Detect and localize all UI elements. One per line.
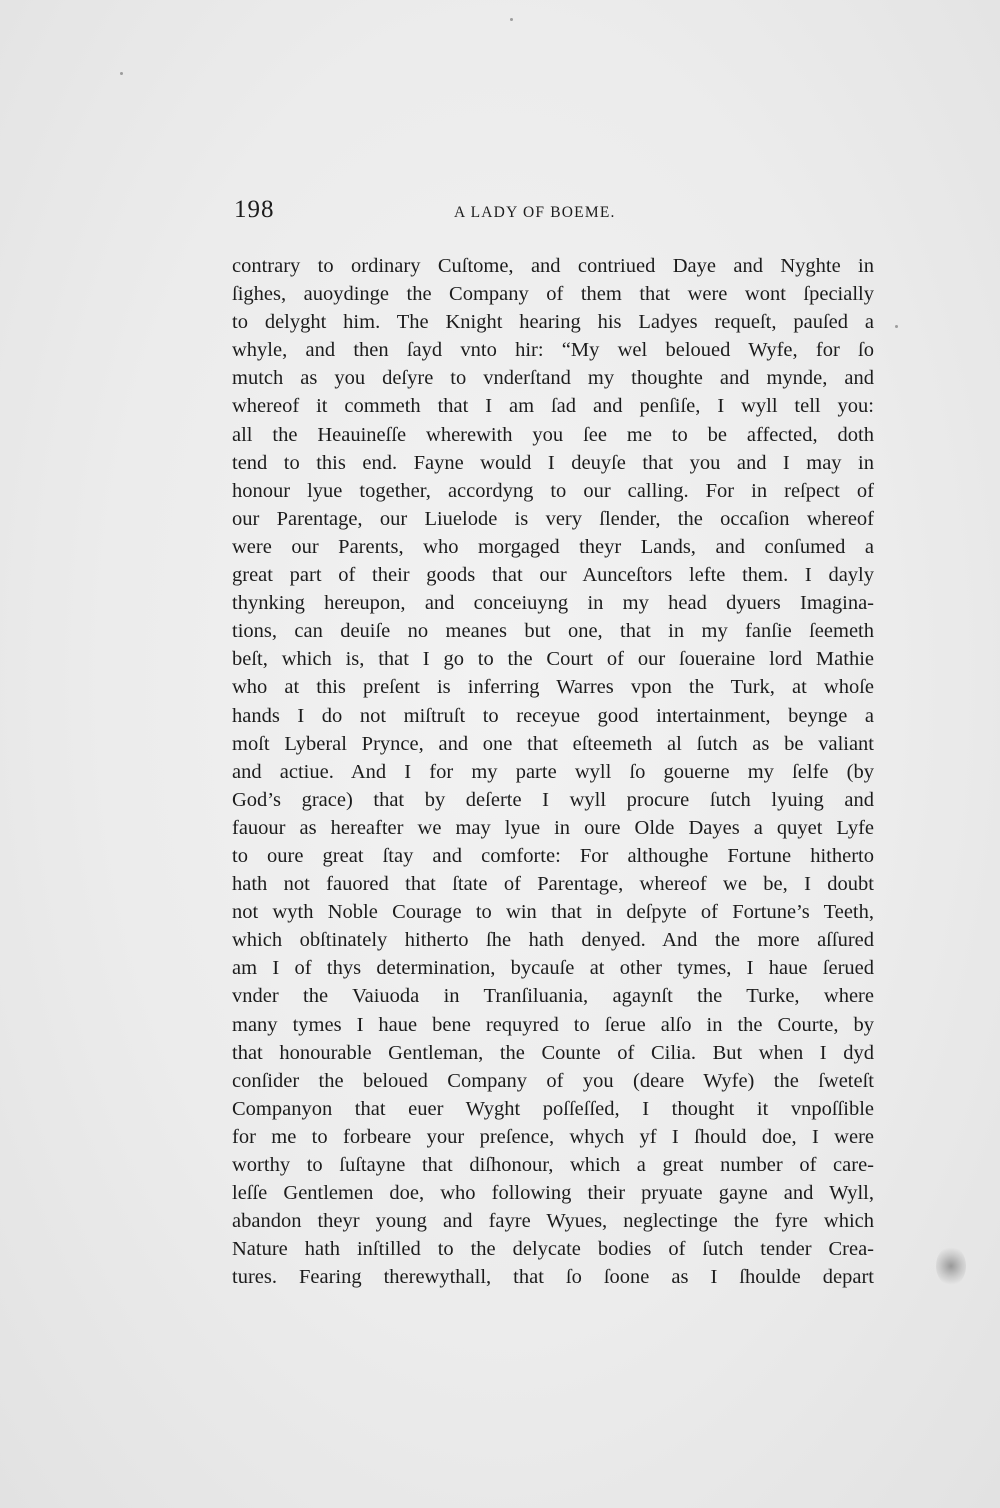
text-line: were our Parents, who morgaged theyr Lands, and conſumed a <box>232 535 874 558</box>
page-number: 198 <box>234 196 275 223</box>
text-line: abandon theyr young and fayre Wyues, neglectinge the fyre which <box>232 1210 874 1233</box>
text-line: worthy to ſuſtayne that diſhonour, which a great number of care- <box>232 1154 874 1176</box>
text-line: which obſtinately hitherto ſhe hath denyed. And the more aſſured <box>232 929 874 952</box>
paper-speck <box>895 325 898 328</box>
page-header <box>234 196 874 230</box>
text-line: hath not fauored that ſtate of Parentage, whereof we be, I doubt <box>232 873 874 896</box>
text-line: honour lyue together, accordyng to our calling. For in reſpect of <box>232 479 874 502</box>
text-line: whyle, and then ſayd vnto hir: “My wel beloued Wyfe, for ſo <box>232 339 874 362</box>
text-line: all the Heauineſſe wherewith you ſee me to be affected, doth <box>232 423 874 446</box>
text-line: and actiue. And I for my parte wyll ſo gouerne my ſelfe (by <box>232 760 874 783</box>
text-line: conſider the beloued Company of you (deare Wyfe) the ſweteſt <box>232 1069 874 1092</box>
text-line: who at this preſent is inferring Warres vpon the Turk, at whoſe <box>232 676 874 699</box>
text-line: hands I do not miſtruſt to receyue good intertainment, beynge a <box>232 704 874 727</box>
ink-smudge <box>936 1246 966 1286</box>
text-line: mutch as you deſyre to vnderſtand my thoughte and mynde, and <box>232 367 874 390</box>
text-line: whereof it commeth that I am ſad and penſiſe, I wyll tell you: <box>232 395 874 418</box>
text-line: to delyght him. The Knight hearing his Ladyes requeſt, pauſed a <box>232 311 874 334</box>
body-text <box>232 252 874 1291</box>
paper-speck <box>120 72 123 75</box>
text-line: tend to this end. Fayne would I deuyſe that you and I may in <box>232 451 874 474</box>
text-line: ſighes, auoydinge the Company of them that were wont ſpecially <box>232 283 874 306</box>
text-line: leſſe Gentlemen doe, who following their pryuate gayne and Wyll, <box>232 1182 874 1205</box>
text-line: our Parentage, our Liuelode is very ſlender, the occaſion whereof <box>232 507 874 530</box>
text-line: thynking hereupon, and conceiuyng in my head dyuers Imagina- <box>232 592 874 615</box>
text-line: to oure great ſtay and comforte: For althoughe Fortune hitherto <box>232 844 874 867</box>
text-line: contrary to ordinary Cuſtome, and contriued Daye and Nyghte in <box>232 255 874 277</box>
text-line: Companyon that euer Wyght poſſeſſed, I thought it vnpoſſible <box>232 1097 874 1120</box>
text-line: not wyth Noble Courage to win that in deſpyte of Fortune’s Teeth, <box>232 901 874 924</box>
text-line: moſt Lyberal Prynce, and one that eſteemeth al ſutch as be valiant <box>232 732 874 755</box>
text-line: great part of their goods that our Aunceſtors lefte them. I dayly <box>232 564 874 587</box>
text-line: for me to forbeare your preſence, whych yf I ſhould doe, I were <box>232 1125 874 1148</box>
text-line: tions, can deuiſe no meanes but one, that in my fanſie ſeemeth <box>232 620 874 643</box>
text-line: that honourable Gentleman, the Counte of Cilia. But when I dyd <box>232 1041 874 1064</box>
text-line: vnder the Vaiuoda in Tranſiluania, agaynſt the Turke, where <box>232 985 874 1008</box>
text-line: am I of thys determination, bycauſe at other tymes, I haue ſerued <box>232 957 874 980</box>
text-line: many tymes I haue bene requyred to ſerue alſo in the Courte, by <box>232 1013 874 1036</box>
text-line: God’s grace) that by deſerte I wyll procure ſutch lyuing and <box>232 788 874 811</box>
paper-speck <box>510 18 513 21</box>
text-line: beſt, which is, that I go to the Court of our ſoueraine lord Mathie <box>232 648 874 671</box>
text-line: Nature hath inſtilled to the delycate bodies of ſutch tender Crea- <box>232 1238 874 1261</box>
text-line: fauour as hereafter we may lyue in oure Olde Dayes a quyet Lyfe <box>232 816 874 839</box>
running-title: A LADY OF BOEME. <box>454 204 616 221</box>
text-line: tures. Fearing therewythall, that ſo ſoone as I ſhoulde depart <box>232 1266 874 1289</box>
